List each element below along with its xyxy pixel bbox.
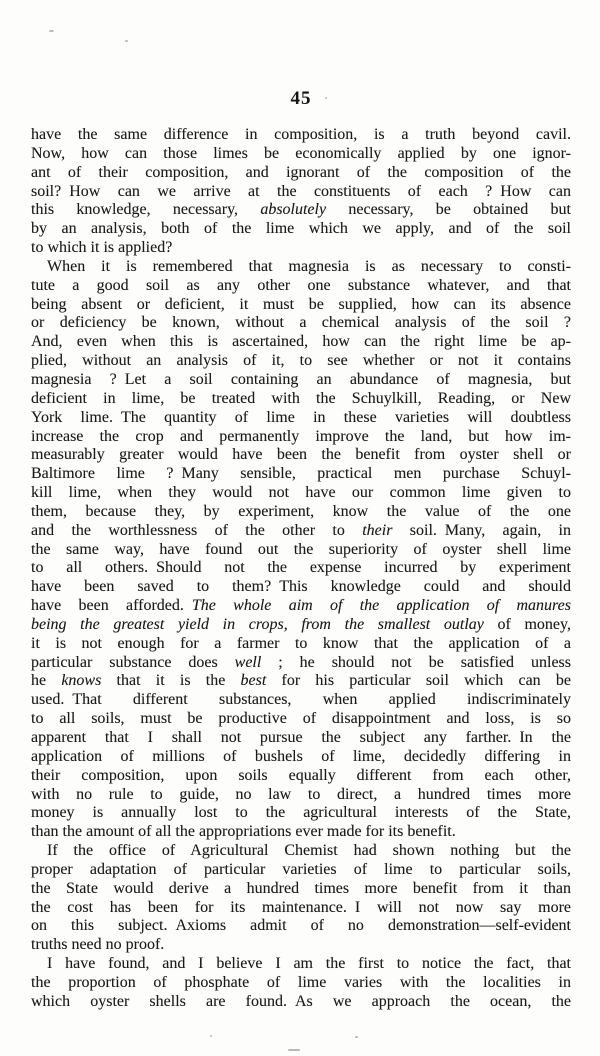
text-line: their composition, upon soils equally different from each other, — [31, 766, 571, 784]
text-line: the same way, have found out the superiority of oyster shell lime — [31, 540, 571, 558]
text-line: soil? How can we arrive at the constituents of each ? How can — [31, 182, 571, 200]
text-line: application of millions of bushels of lime, decidedly differing in — [31, 747, 571, 765]
text-line: it is not enough for a farmer to know that the application of a — [31, 634, 571, 652]
text-line: used. That different substances, when applied indiscriminately — [31, 691, 571, 709]
text-line: tute a good soil as any other one substance whatever, and that — [31, 276, 571, 294]
paragraph — [31, 258, 571, 842]
text-line: plied, without an analysis of it, to see whether or not it contains — [31, 352, 571, 370]
text-line: money is annually lost to the agricultural interests of the State, — [31, 804, 571, 822]
text-line: Now, how can those limes be economically applied by one ignor- — [31, 144, 571, 162]
text-line: to all soils, must be productive of disappointment and loss, is so — [31, 710, 571, 728]
text-line: proper adaptation of particular varieties of lime to particular soils, — [31, 860, 571, 878]
paragraph — [31, 842, 571, 955]
text-line: York lime. The quantity of lime in these varieties will doubtless — [31, 408, 571, 426]
text-line: he knows that it is the best for his particular soil which can be — [31, 672, 571, 690]
text-block — [31, 126, 571, 1012]
text-line: which oyster shells are found. As we approach the ocean, the — [31, 992, 571, 1010]
paragraph — [31, 955, 571, 1012]
text-line: them, because they, by experiment, know the value of the one — [31, 502, 571, 520]
text-line: this knowledge, necessary, absolutely necessary, be obtained but — [31, 201, 571, 219]
text-line: magnesia ? Let a soil containing an abundance of magnesia, but — [31, 370, 571, 388]
text-line: and the worthlessness of the other to their soil. Many, again, in — [31, 521, 572, 539]
page-number: 45 — [290, 88, 312, 109]
text-line: the cost has been for its maintenance. I will not now say more — [31, 898, 571, 916]
text-line: Baltimore lime ? Many sensible, practical men purchase Schuyl- — [31, 465, 571, 483]
text-line: with no rule to guide, no law to direct, a hundred times more — [31, 785, 571, 803]
paragraph — [31, 126, 571, 258]
text-line: deficient in lime, be treated with the Schuylkill, Reading, or New — [31, 389, 571, 407]
text-line: measurably greater would have been the benefit from oyster shell or — [31, 446, 571, 464]
scan-artifact — [125, 40, 128, 42]
text-line: by an analysis, both of the lime which we apply, and of the soil — [31, 220, 571, 238]
text-line: the State would derive a hundred times more benefit from it than — [31, 879, 571, 897]
text-line: have been afforded. The whole aim of the application of manures — [31, 597, 571, 615]
text-line: than the amount of all the appropriations ever made for its benefit. — [31, 823, 456, 841]
scan-artifact — [210, 1035, 212, 1037]
text-line: increase the crop and permanently improve the land, but how im- — [31, 427, 571, 445]
text-line: the proportion of phosphate of lime varies with the localities in — [31, 973, 571, 991]
text-line: particular substance does well ; he should not be satisfied unless — [31, 653, 571, 671]
text-line: being absent or deficient, it must be supplied, how can its absence — [31, 295, 571, 313]
text-line: When it is remembered that magnesia is as necessary to consti- — [47, 257, 571, 275]
text-line: to all others. Should not the expense incurred by experiment — [31, 559, 571, 577]
text-line: have been saved to them? This knowledge could and should — [31, 578, 571, 596]
text-line: ant of their composition, and ignorant of the composition of the — [31, 163, 571, 181]
text-line: If the office of Agricultural Chemist had shown nothing but the — [47, 842, 571, 860]
text-line: have the same difference in composition, is a truth beyond cavil. — [31, 126, 571, 143]
scan-artifact — [355, 1036, 358, 1038]
text-line: And, even when this is ascertained, how can the right lime be ap- — [31, 333, 571, 351]
text-line: truths need no proof. — [31, 936, 165, 954]
scan-artifact — [49, 30, 54, 32]
text-line: I have found, and I believe I am the first to notice the fact, that — [47, 955, 571, 973]
text-line: or deficiency be known, without a chemical analysis of the soil ? — [31, 314, 571, 332]
text-line: on this subject. Axioms admit of no demonstration—self-evident — [31, 917, 571, 935]
text-line: kill lime, when they would not have our common lime given to — [31, 484, 571, 502]
text-line: apparent that I shall not pursue the subject any farther. In the — [31, 729, 571, 746]
scan-artifact — [288, 1049, 300, 1051]
text-line: to which it is applied? — [31, 239, 173, 257]
page-body — [31, 88, 571, 1012]
text-line: being the greatest yield in crops, from the smallest outlay of money, — [31, 615, 571, 633]
